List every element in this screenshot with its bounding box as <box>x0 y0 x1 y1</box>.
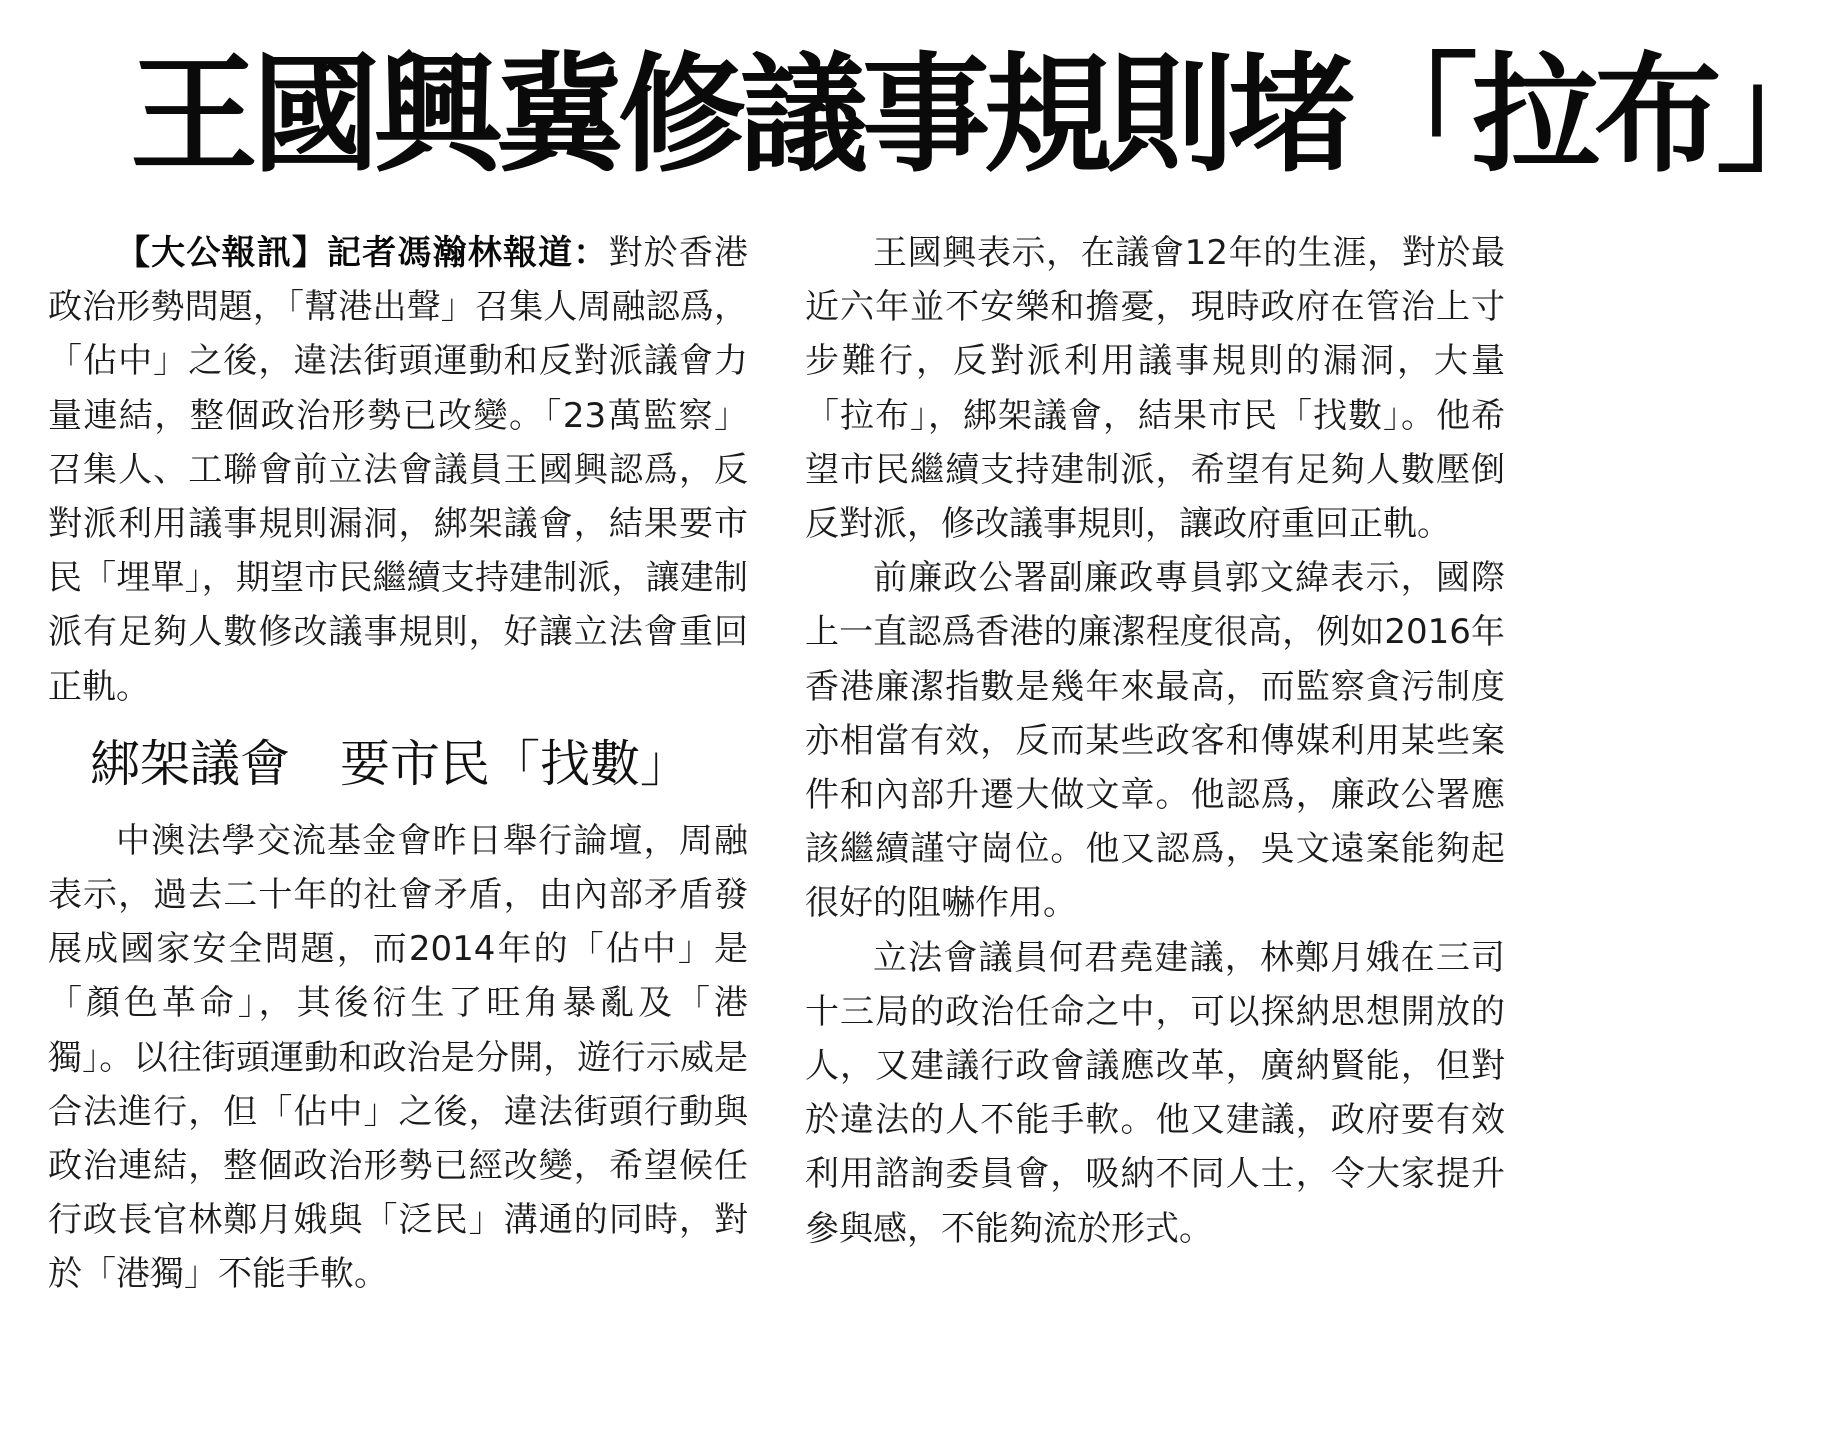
article-paragraph-text: 對於香港政治形勢問題，「幫港出聲」召集人周融認爲，「佔中」之後，違法街頭運動和反對派議會力量連結，整個政治形勢已改變。「23萬監察」召集人、工聯會前立法會議員王國興認爲，反對派利用議事規則漏洞，綁架議會，結果要市民「埋單」，期望市民繼續支持建制派，讓建制派有足夠人數修改議事規則，好讓立法會重回正軌。 <box>48 233 749 707</box>
article-column-left <box>48 226 748 1302</box>
article-subheading: 綁架議會 要市民「找數」 <box>90 734 690 793</box>
article-paragraph: 前廉政公署副廉政專員郭文緯表示，國際上一直認爲香港的廉潔程度很高，例如2016年香港廉潔指數是幾年來最高，而監察貪污制度亦相當有效，反而某些政客和傳媒利用某些案件和內部升遷大做文章。他認爲，廉政公署應該繼續謹守崗位。他又認爲，吳文遠案能夠起很好的阻嚇作用。 <box>805 558 1505 924</box>
article-dateline: 【大公報訊】記者馮瀚林報道： <box>116 233 609 273</box>
article-paragraph: 立法會議員何君堯建議，林鄭月娥在三司十三局的政治任命之中，可以探納思想開放的人，又建議行政會議應改革，廣納賢能，但對於違法的人不能手軟。他又建議，政府要有效利用諮詢委員會，吸納不同人士，令大家提升參與感，不能夠流於形式。 <box>805 937 1505 1249</box>
article-paragraph: 王國興表示，在議會12年的生涯，對於最近六年並不安樂和擔憂，現時政府在管治上寸步難行，反對派利用議事規則的漏洞，大量「拉布」，綁架議會，結果市民「找數」。他希望市民繼續支持建制派，希望有足夠人數壓倒反對派，修改議事規則，讓政府重回正軌。 <box>805 233 1505 545</box>
article-paragraph: 中澳法學交流基金會昨日舉行論壇，周融表示，過去二十年的社會矛盾，由內部矛盾發展成國家安全問題，而2014年的「佔中」是「顏色革命」，其後衍生了旺角暴亂及「港獨」。以往街頭運動和政治是分開，遊行示威是合法進行，但「佔中」之後，違法街頭行動與政治連結，整個政治形勢已經改變，希望候任行政長官林鄭月娥與「泛民」溝通的同時，對於「港獨」不能手軟。 <box>48 820 748 1295</box>
article-paragraph <box>48 226 748 714</box>
article-headline: 王國興冀修議事規則堵「拉布」 <box>130 40 1838 190</box>
article-column-right <box>805 226 1505 1256</box>
